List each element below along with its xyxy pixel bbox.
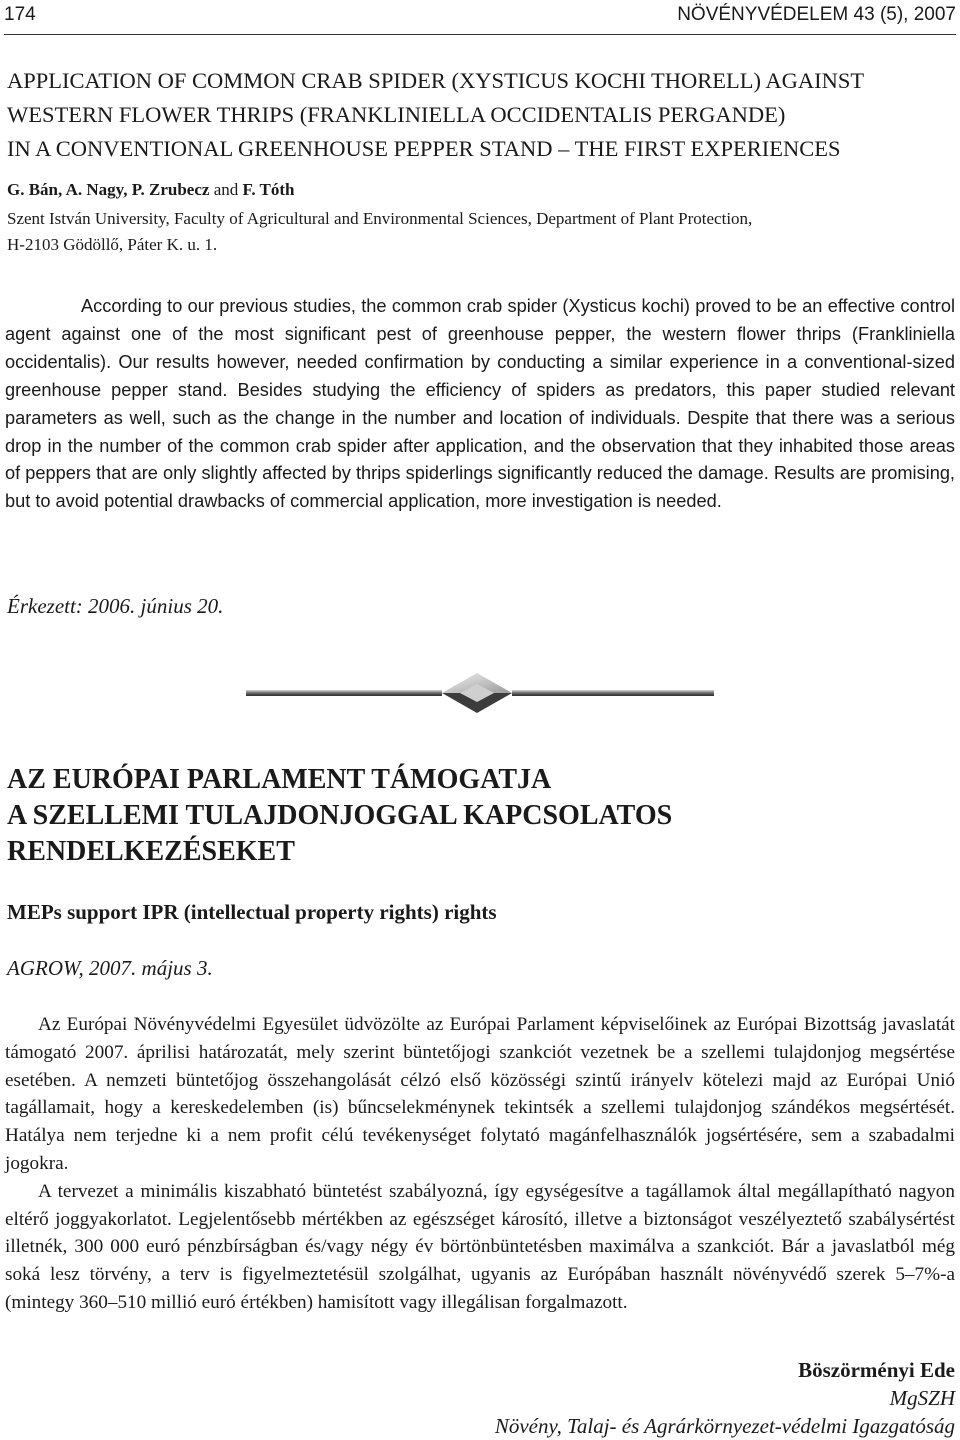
- affiliation-line: Szent István University, Faculty of Agricultural and Environmental Sciences, Department of Plant Protection,: [7, 209, 753, 228]
- received-date: Érkezett: 2006. június 20.: [7, 594, 224, 618]
- header-rule: [4, 34, 956, 35]
- english-abstract: According to our previous studies, the common crab spider (Xysticus kochi) proved to be an effective control agent against one of the most significant pest of greenhouse pepper, the western flower thrips (Frankliniella occidentalis). Our results however, needed confirmation by conducting a similar experience in a conventional-sized greenhouse pepper stand. Besides studying the efficiency of spiders as predators, this paper studied relevant parameters as well, such as the change in the number and location of individuals. Despite that there was a serious drop in the number of the common crab spider after application, and the observation that they inhabited those areas of peppers that are only slightly affected by thrips spiderlings significantly reduced the damage. Results are promising, but to avoid potential drawbacks of commercial application, more investigation is needed.: [5, 296, 955, 512]
- page-header: [4, 4, 956, 32]
- news-body: [5, 1011, 955, 1317]
- news-title-line: A SZELLEMI TULAJDONJOGGAL KAPCSOLATOS: [7, 800, 673, 831]
- author-names: F. Tóth: [242, 180, 295, 199]
- journal-citation: NÖVÉNYVÉDELEM 43 (5), 2007: [677, 4, 956, 25]
- author-conjunction: and: [209, 180, 243, 199]
- news-paragraph: A tervezet a minimális kiszabható büntetést szabályozná, így egységesítve a tagállamok által megállapítható nagyon eltérő joggyakorlatot. Legjelentősebb mértékben az egészséget károsító, illetve a biztonságot veszélyeztető szabálysértést illetnék, 300 000 euró pénzbírságban és/vagy négy év börtönbüntetésben maximálva a szankciót. Bár a javaslatból még soká lesz törvény, a terv is figyelmeztetésül szolgálhat, ugyanis az Európában használt növényvédő szerek 5–7%-a (mintegy 360–510 millió euró értékben) hamisított vagy illegálisan forgalmazott.: [5, 1180, 955, 1313]
- article-title-line: WESTERN FLOWER THRIPS (FRANKLINIELLA OCCIDENTALIS PERGANDE): [7, 102, 786, 127]
- news-title: [7, 762, 955, 870]
- article-title-line: APPLICATION OF COMMON CRAB SPIDER (XYSTICUS KOCHI THORELL) AGAINST: [7, 68, 865, 93]
- article-authors: [7, 180, 294, 200]
- author-affiliation: [7, 206, 955, 258]
- article-title-line: IN A CONVENTIONAL GREENHOUSE PEPPER STAND – THE FIRST EXPERIENCES: [7, 136, 841, 161]
- news-title-line: RENDELKEZÉSEKET: [7, 836, 295, 867]
- news-subtitle: MEPs support IPR (intellectual property rights) rights: [7, 900, 497, 924]
- news-signature: [495, 1356, 955, 1440]
- section-divider: [246, 670, 714, 718]
- author-names: G. Bán, A. Nagy, P. Zrubecz: [7, 180, 210, 199]
- news-source: AGROW, 2007. május 3.: [7, 956, 213, 980]
- news-paragraph: Az Európai Növényvédelmi Egyesület üdvözölte az Európai Parlament képviselőinek az Európai Bizottság javaslatát támogató 2007. áprilisi határozatát, mely szerint büntetőjogi szankciót vezetnek be a szellemi tulajdonjog megsértése esetében. A nemzeti büntetőjog összehangolását célzó első közösségi szintű irányelv kötelezi majd az Európai Unió tagállamait, hogy a kereskedelemben (is) bűncselekménynek tekintsék a szellemi tulajdonjog szándékos megsértését. Hatálya nem terjedne ki a nem profit célú tevékenységet folytató magánfelhasználók jogsértésére, sem a szabadalmi jogokra.: [5, 1014, 955, 1174]
- signature-name: Böszörményi Ede: [798, 1358, 955, 1382]
- article-title: [7, 64, 955, 166]
- affiliation-line: H-2103 Gödöllő, Páter K. u. 1.: [7, 235, 218, 254]
- page-number: 174: [4, 4, 36, 25]
- signature-organization: MgSZH: [889, 1386, 955, 1410]
- signature-department: Növény, Talaj- és Agrárkörnyezet-védelmi Igazgatóság: [494, 1414, 955, 1438]
- news-title-line: AZ EURÓPAI PARLAMENT TÁMOGATJA: [7, 764, 552, 795]
